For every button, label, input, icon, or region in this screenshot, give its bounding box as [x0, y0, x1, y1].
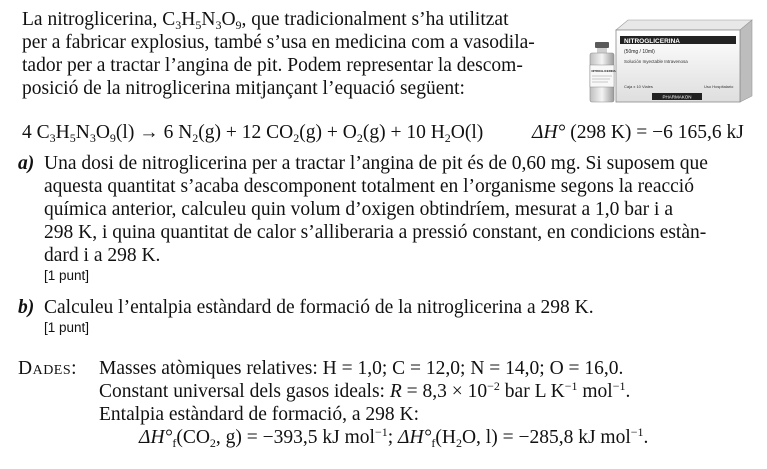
- intro-line-3: tador per a tractar l’angina de pit. Podem representar la descom-: [22, 55, 523, 76]
- intro-line-1-start: La nitroglicerina,: [22, 9, 163, 30]
- question-b-points: [1 punt]: [44, 320, 90, 335]
- box-dose-text: (50mg / 10ml): [624, 49, 655, 55]
- question-b-letter: b): [18, 297, 35, 318]
- intro-line-4: posició de la nitroglicerina mitjançant l’equació següent:: [22, 78, 465, 99]
- question-a-letter: a): [18, 153, 35, 174]
- data-lines: [99, 357, 758, 449]
- intro-line-2: per a fabricar explosius, també s’usa en medicina com a vasodila-: [22, 32, 535, 53]
- reaction-arrow-icon: →: [139, 122, 159, 143]
- nitroglycerin-product-image: [582, 16, 754, 104]
- box-maker-text: PHARMAKON: [662, 94, 692, 100]
- data-label: Dades:: [18, 358, 78, 379]
- formation-enthalpy-values: $\Delta H^\circ_f(CO_2$, g) = −393,5 kJ mol$^{-1}$; $\Delta H^\circ_f(H_2O$, l) = −285,8 kJ mol$^{-1}$.: [139, 425, 649, 450]
- nitroglycerin-formula: $C_3H_5N_3O_9$: [162, 9, 242, 32]
- box-desc-text: Solución Inyectable Intravenosa: [624, 59, 688, 64]
- vial-cap: [595, 42, 609, 48]
- vial-label-text: NITROGLICERINA: [591, 69, 616, 73]
- question-b-text: Calculeu l’entalpia estàndard de formació de la nitroglicerina a 298 K.: [44, 297, 594, 318]
- atomic-masses: Masses atòmiques relatives: H = 1,0; C = 12,0; N = 14,0; O = 16,0.: [99, 358, 624, 379]
- box-brand-text: NITROGLICERINA: [624, 38, 680, 45]
- reaction-enthalpy: ΔH° (298 K) = −6 165,6 kJ: [532, 122, 744, 143]
- gas-constant: Constant universal dels gasos ideals: $R = 8,3 \times 10^{-2}$ bar L $K^{-1}$ mol$^{-1}$.: [99, 379, 631, 402]
- question-b: [18, 296, 758, 337]
- question-a-points: [1 punt]: [44, 268, 90, 283]
- equation-reaction: 4 $C_3H_5N_3O_9(l) \to 6$ $N_2(g) + 12$ $CO_2(g) + O_2(g) + 10$ $H_2O(l)$: [22, 122, 484, 145]
- intro-line-1: [22, 8, 562, 31]
- box-top: [616, 20, 752, 30]
- vial-neck: [597, 48, 607, 53]
- data-section: [18, 357, 758, 449]
- reaction-equation: [22, 121, 762, 144]
- question-a: [18, 152, 758, 285]
- formation-enthalpy-heading: Entalpia estàndard de formació, a 298 K:: [99, 404, 420, 425]
- box-pack-text: Caja x 10 Viales: [624, 84, 653, 89]
- question-a-text: Una dosi de nitroglicerina per a tractar l’angina de pit és de 0,60 mg. Si suposem que aquesta quantitat s’acaba descomponent totalment en l’organisme segons la reacció química anterior, calculeu quin volum d’oxigen obtindríem, mesurat a 1,0 bar i a 298 K, i quina quantitat de calor s’alliberaria a pressió constant, en condicions estàn- dard i a 298 K.: [44, 153, 708, 266]
- box-use-text: Uso Hospitalario: [704, 84, 734, 89]
- intro-line-1-end: , que tradicionalment s’ha utilitzat: [241, 9, 509, 30]
- box-side: [740, 20, 752, 102]
- intro-paragraph: [22, 8, 562, 100]
